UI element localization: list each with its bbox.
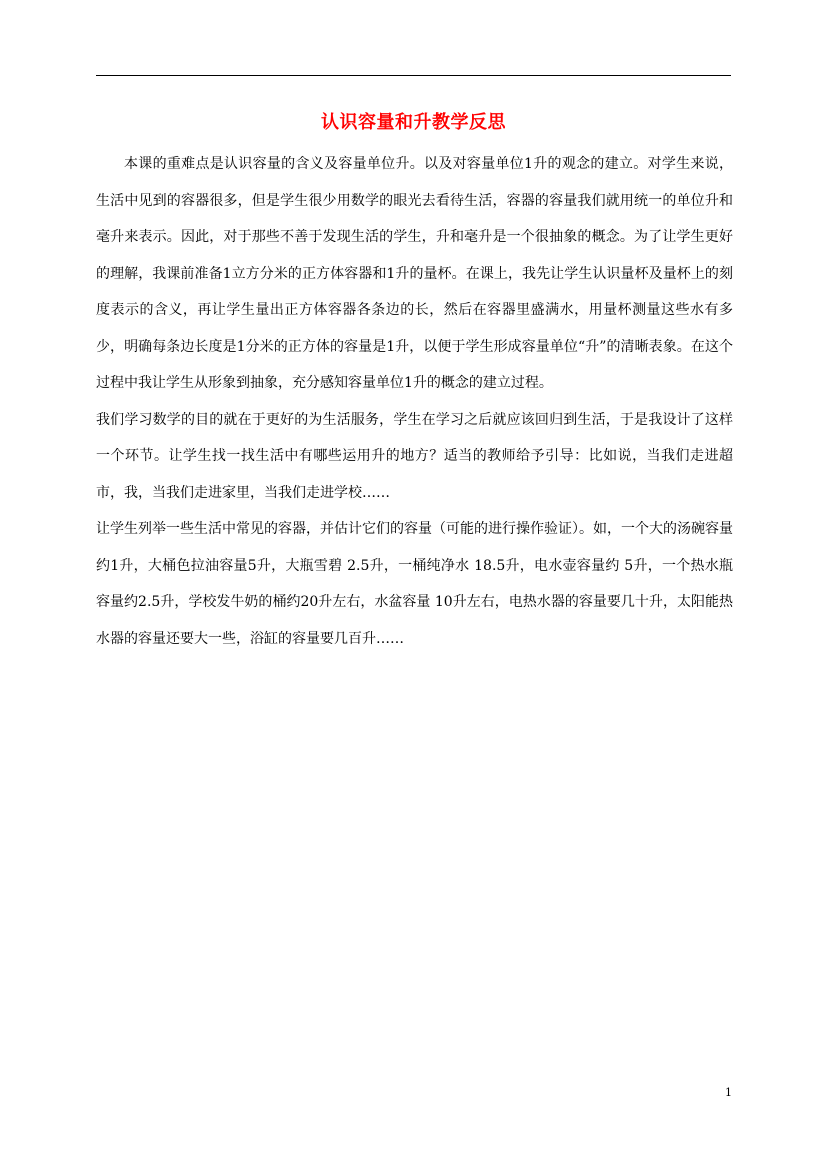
document-title: 认识容量和升教学反思 bbox=[321, 112, 506, 133]
paragraph-3: 让学生列举一些生活中常见的容器，并估计它们的容量（可能的进行操作验证）。如，一个大的汤碗容量约1升，大桶色拉油容量5升，大瓶雪碧 2.5升，一桶纯净水 18.5升，电水壶容量约 5升，一个热水瓶容量约2.5升，学校发牛奶的桶约20升左右，水盆容量 10升左右，电热水器的容量要几十升，太阳能热水器的容量还要大一些，浴缸的容量要几百升…… bbox=[96, 521, 733, 647]
page-number: 1 bbox=[725, 1086, 732, 1099]
paragraph-1: 本课的重难点是认识容量的含义及容量单位升。以及对容量单位1升的观念的建立。对学生来说，生活中见到的容器很多，但是学生很少用数学的眼光去看待生活，容器的容量我们就用统一的单位升和毫升来表示。因此，对于那些不善于发现生活的学生，升和毫升是一个很抽象的概念。为了让学生更好的理解，我课前准备1立方分米的正方体容器和1升的量杯。在课上，我先让学生认识量杯及量杯上的刻度表示的含义，再让学生量出正方体容器各条边的长，然后在容器里盛满水，用量杯测量这些水有多少，明确每条边长度是1分米的正方体的容量是1升，以便于学生形成容量单位“升”的清晰表象。在这个过程中我让学生从形象到抽象，充分感知容量单位1升的概念的建立过程。 bbox=[96, 156, 733, 391]
paragraph-2: 我们学习数学的目的就在于更好的为生活服务，学生在学习之后就应该回归到生活，于是我设计了这样一个环节。让学生找一找生活中有哪些运用升的地方？适当的教师给予引导：比如说，当我们走进超市，我，当我们走进家里，当我们走进学校…… bbox=[96, 411, 733, 501]
header-rule bbox=[96, 75, 731, 76]
document-body bbox=[96, 146, 733, 657]
